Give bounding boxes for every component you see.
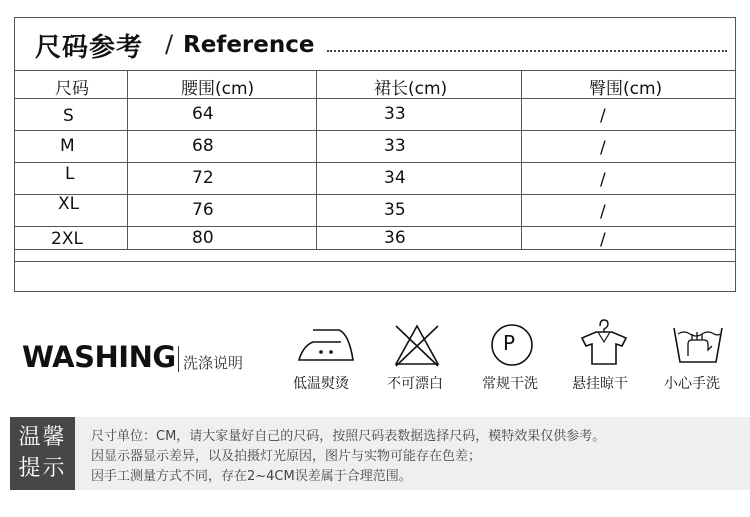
size-cell: L	[65, 164, 75, 184]
size-table	[14, 17, 736, 292]
title-chinese: 尺码参考	[35, 33, 144, 63]
size-cell: 2XL	[51, 229, 83, 249]
header-waist: 腰围(cm)	[181, 79, 255, 99]
dry-clean-label: 常规干洗	[482, 376, 538, 392]
length-cell: 36	[384, 228, 406, 248]
title-dotted-line	[327, 50, 727, 52]
hip-cell: /	[600, 106, 606, 126]
title-english: Reference	[183, 32, 315, 58]
size-cell: S	[63, 106, 74, 126]
hip-cell: /	[600, 170, 606, 190]
row-divider	[15, 249, 735, 250]
tip-line: 因显示器显示差异，以及拍摄灯光原因，图片与实物可能存在色差；	[91, 449, 482, 464]
no-bleach-label: 不可漂白	[387, 376, 443, 392]
hip-cell: /	[600, 230, 606, 250]
size-table-title	[15, 18, 735, 71]
washing-subtitle: 洗涤说明	[183, 354, 244, 372]
tips-badge-line1: 温馨	[18, 425, 67, 450]
length-cell: 33	[384, 136, 406, 156]
tip-line: 因手工测量方式不同，存在2~4CM误差属于合理范围。	[91, 469, 412, 484]
waist-cell: 80	[192, 228, 214, 248]
waist-cell: 72	[192, 168, 214, 188]
iron-label: 低温熨烫	[293, 376, 349, 392]
hip-cell: /	[600, 202, 606, 222]
waist-cell: 76	[192, 200, 214, 220]
row-divider	[15, 130, 735, 131]
tip-line: 尺寸单位：CM，请大家量好自己的尺码，按照尺码表数据选择尺码，模特效果仅供参考。	[91, 429, 606, 444]
length-cell: 33	[384, 104, 406, 124]
dry-clean-symbol: P	[503, 331, 516, 355]
hip-cell: /	[600, 138, 606, 158]
hang-dry-label: 悬挂晾干	[572, 376, 628, 392]
washing-title: WASHING	[22, 340, 176, 374]
hang-dry-icon	[578, 316, 630, 368]
tips-badge-line2: 提示	[18, 456, 67, 481]
row-divider	[15, 162, 735, 163]
header-hip: 臀围(cm)	[589, 79, 663, 99]
hand-wash-icon	[670, 320, 726, 368]
header-length: 裙长(cm)	[374, 79, 448, 99]
row-divider	[15, 261, 735, 262]
row-divider	[15, 226, 735, 227]
column-divider	[521, 70, 522, 249]
tips-badge	[10, 417, 75, 490]
washing-separator	[178, 346, 179, 372]
row-divider	[15, 194, 735, 195]
size-cell: XL	[58, 194, 80, 214]
iron-icon	[295, 324, 359, 368]
size-cell: M	[60, 136, 75, 156]
hand-wash-label: 小心手洗	[664, 376, 720, 392]
title-slash: /	[165, 30, 174, 58]
length-cell: 35	[384, 200, 406, 220]
column-divider	[316, 70, 317, 249]
no-bleach-icon	[392, 322, 442, 368]
waist-cell: 68	[192, 136, 214, 156]
length-cell: 34	[384, 168, 406, 188]
waist-cell: 64	[192, 104, 214, 124]
header-size: 尺码	[55, 79, 89, 99]
column-divider	[127, 70, 128, 249]
